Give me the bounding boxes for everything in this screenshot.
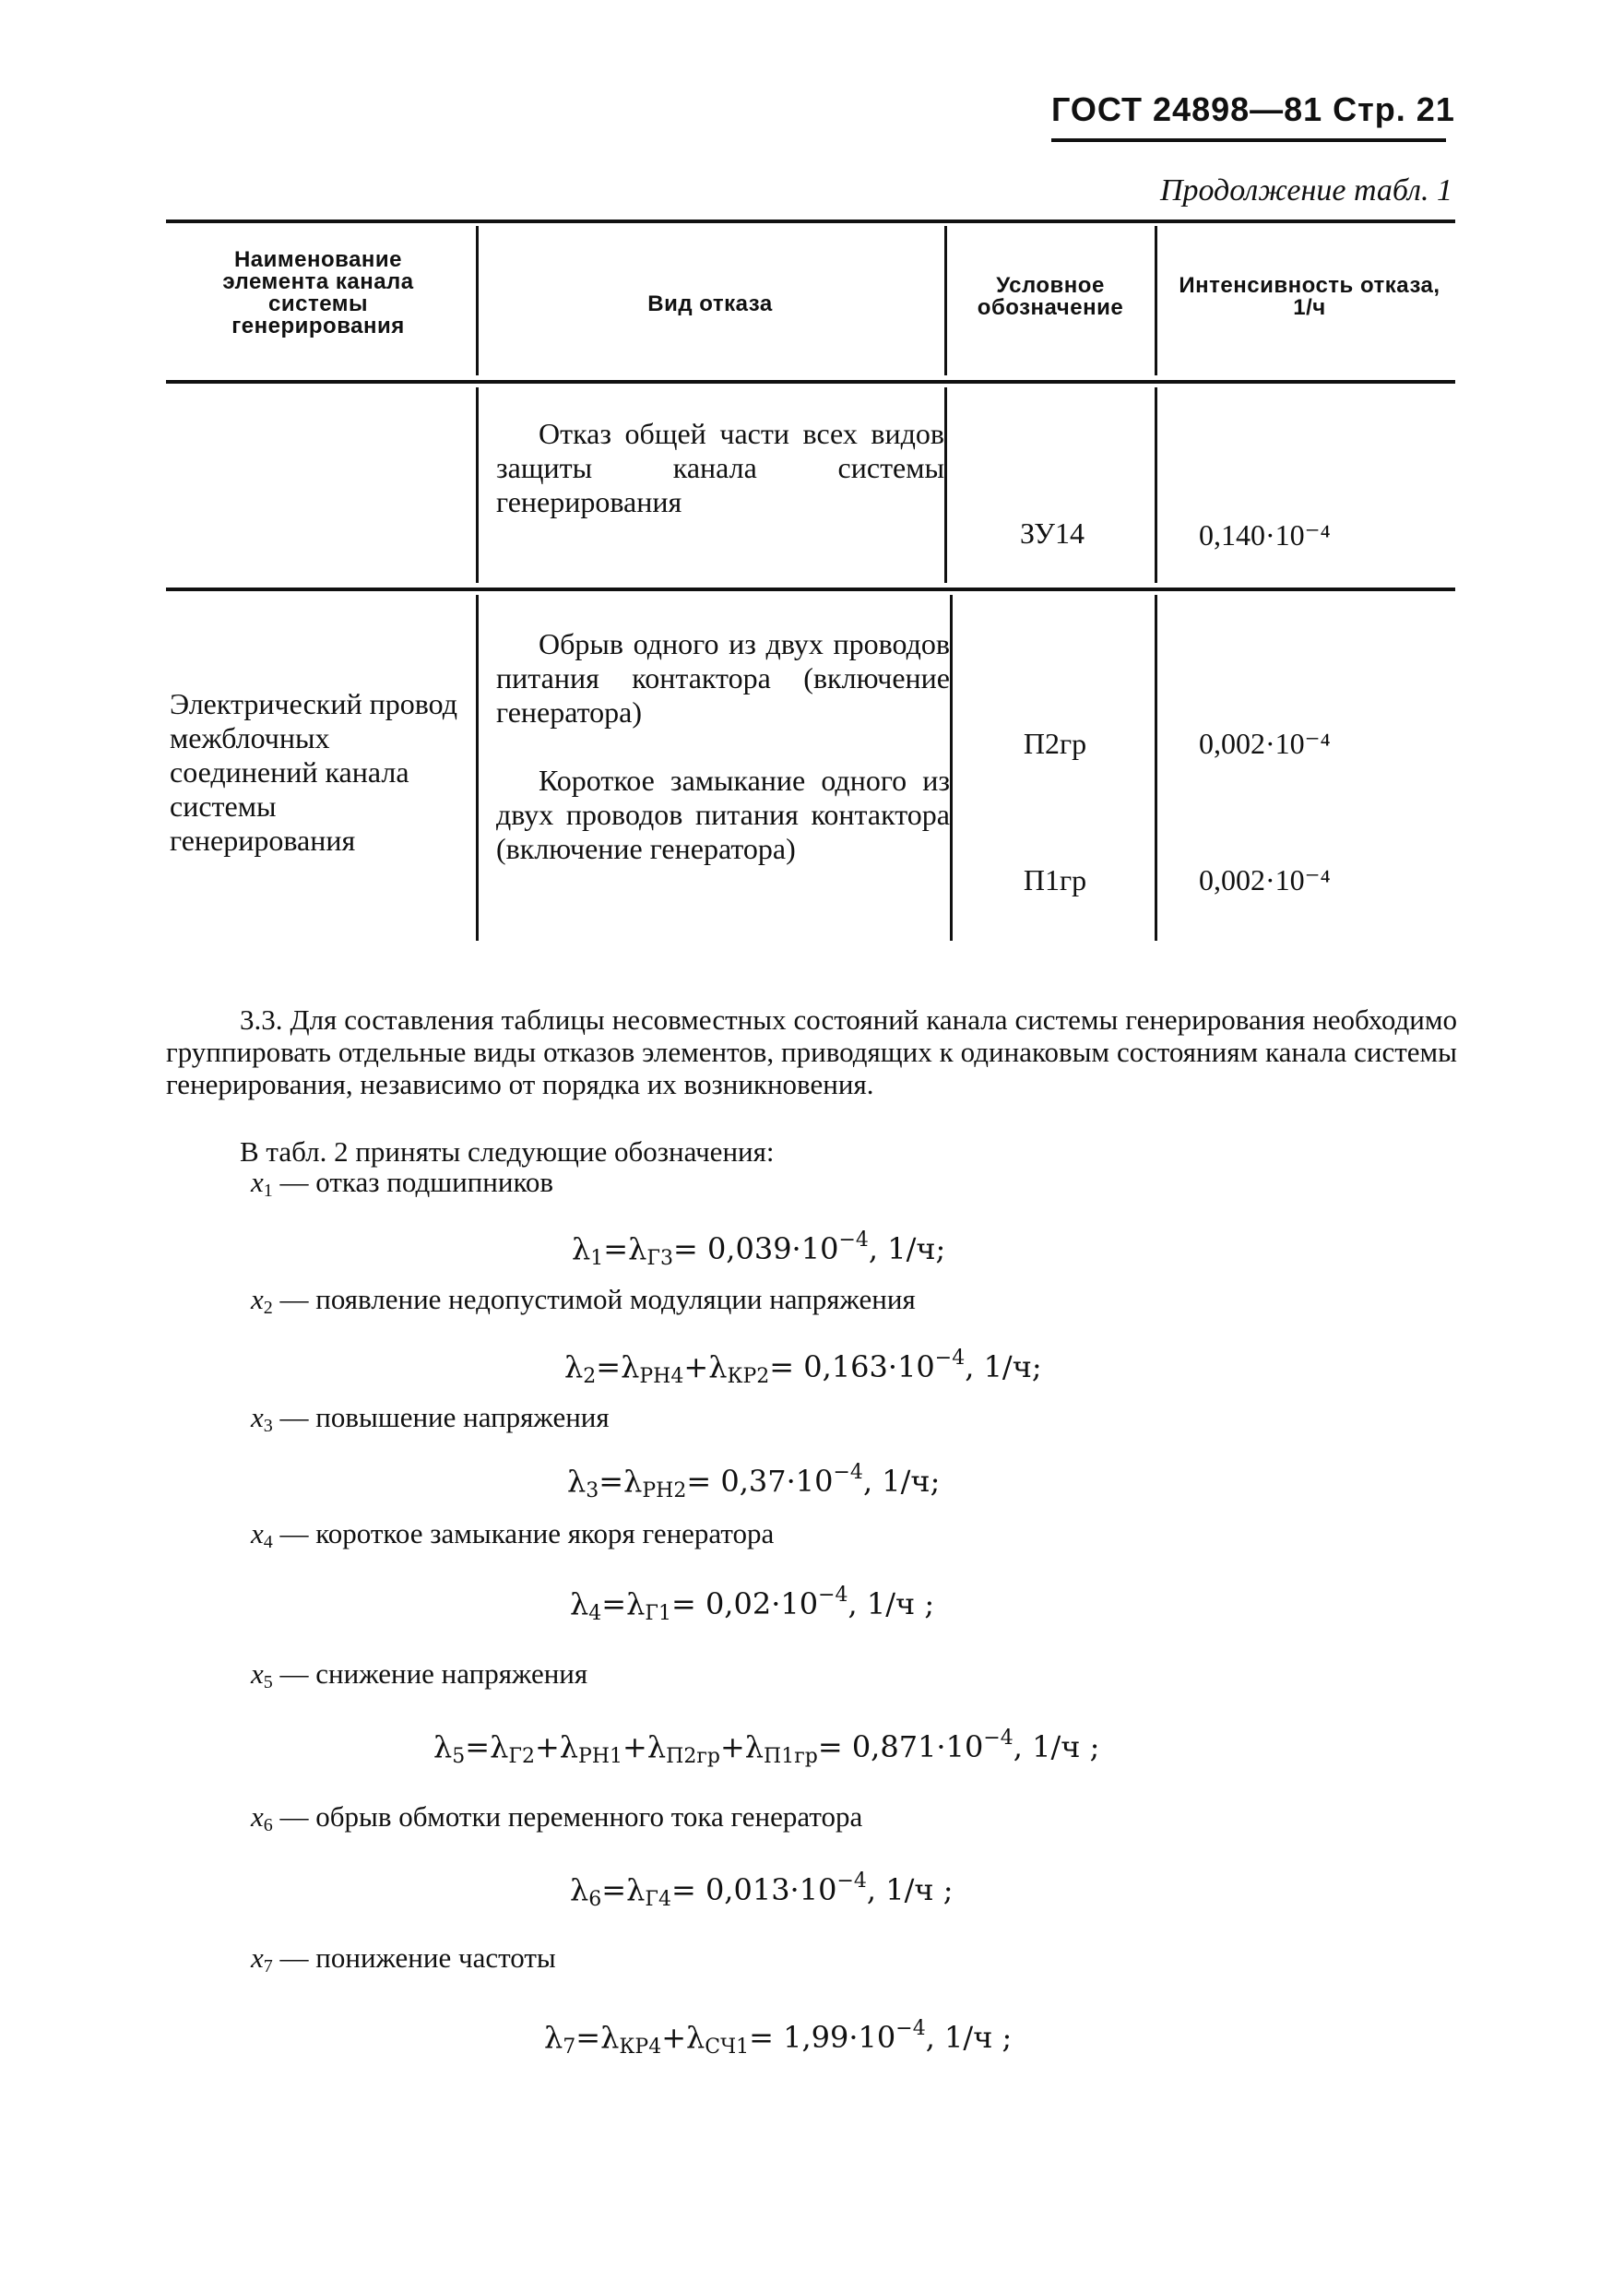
definition-text: — понижение частоты: [272, 1941, 556, 1974]
column-header: Вид отказа: [647, 291, 773, 316]
definition-item: [251, 1941, 556, 1983]
table-cell-code: П2гр: [1023, 727, 1087, 760]
col-divider: [1155, 226, 1157, 375]
variable-symbol: $x_2$: [251, 1283, 273, 1318]
table-cell-rate: 0,002·10⁻⁴: [1199, 863, 1331, 896]
intro-line: В табл. 2 приняты следующие обозначения:: [240, 1135, 775, 1168]
header-rule: [1051, 138, 1446, 142]
col-divider: [944, 226, 947, 375]
formula: $\lambda_3=\lambda_{РН2}= 0,37\cdot 10^{-4}$, 1/ч;: [567, 1461, 941, 1502]
col-divider: [1155, 387, 1157, 583]
col-divider: [476, 226, 479, 375]
col-divider: [1155, 595, 1157, 941]
table-row-rule: [166, 588, 1455, 591]
table-top-rule: [166, 220, 1455, 223]
variable-symbol: $x_3$: [251, 1401, 273, 1436]
variable-symbol: $x_1$: [251, 1166, 273, 1201]
page-header: ГОСТ 24898—81 Стр. 21: [1051, 90, 1455, 128]
table-cell-failure: Отказ общей части всех видов защиты канала системы генерирования: [496, 417, 944, 518]
formula: $\lambda_4=\lambda_{Г1}= 0,02\cdot 10^{-4}$, 1/ч ;: [570, 1584, 935, 1625]
col-divider: [476, 387, 479, 583]
table-cell-failure: Обрыв одного из двух проводов питания контактора (включение генератора): [496, 627, 950, 729]
table-cell-element: Электрический провод межблочных соединений канала системы генерирования: [170, 687, 457, 857]
table-cell-rate: 0,002·10⁻⁴: [1199, 727, 1331, 760]
col-divider: [476, 595, 479, 941]
formula: $\lambda_6=\lambda_{Г4}= 0,013\cdot 10^{-4}$, 1/ч ;: [570, 1870, 954, 1911]
variable-symbol: $x_7$: [251, 1941, 273, 1976]
column-header: Интенсивность отказа, 1/ч: [1179, 273, 1440, 320]
table-cell-code: П1гр: [1023, 863, 1087, 896]
variable-symbol: $x_6$: [251, 1800, 273, 1835]
definition-item: [251, 1401, 610, 1442]
table-header-rule: [166, 380, 1455, 384]
formula: $\lambda_7=\lambda_{КР4}+\lambda_{СЧ1}= 1,99\cdot 10^{-4}$, 1/ч ;: [544, 2017, 1013, 2059]
definition-item: [251, 1657, 587, 1699]
col-divider: [944, 387, 947, 583]
formula: $\lambda_1=\lambda_{Г3}= 0,039\cdot 10^{-4}$, 1/ч;: [572, 1229, 946, 1270]
column-header: Наименование элемента канала системы генерирования: [222, 247, 414, 338]
definition-text: — отказ подшипников: [272, 1166, 554, 1198]
definition-text: — появление недопустимой модуляции напряжения: [272, 1283, 916, 1315]
formula: $\lambda_5=\lambda_{Г2}+\lambda_{РН1}+\lambda_{П2гр}+\lambda_{П1гр}= 0,871\cdot 10^{-4}$, 1/ч ;: [433, 1727, 1100, 1768]
definition-text: — короткое замыкание якоря генератора: [272, 1517, 775, 1549]
table-caption: Продолжение табл. 1: [1159, 173, 1452, 208]
column-header: Условное обозначение: [977, 273, 1124, 320]
table-cell-code: ЗУ14: [1020, 516, 1085, 550]
table-cell-rate: 0,140·10⁻⁴: [1199, 518, 1331, 552]
definition-item: [251, 1166, 553, 1207]
variable-symbol: $x_4$: [251, 1517, 273, 1552]
definition-item: [251, 1800, 862, 1842]
variable-symbol: $x_5$: [251, 1657, 273, 1692]
definition-item: [251, 1517, 774, 1559]
formula: $\lambda_2=\lambda_{РН4}+\lambda_{КР2}= 0,163\cdot 10^{-4}$, 1/ч;: [564, 1347, 1042, 1388]
definition-text: — снижение напряжения: [272, 1657, 588, 1690]
paragraph-3-3: 3.3. Для составления таблицы несовместных состояний канала системы генерирования необходимо группировать отдельные виды отказов элементов, приводящих к одинаковым состояниям канала системы генерирования, независимо от порядка их возникновения.: [166, 1003, 1457, 1100]
definition-text: — обрыв обмотки переменного тока генератора: [272, 1800, 863, 1833]
table-cell-failure: Короткое замыкание одного из двух проводов питания контактора (включение генератора): [496, 764, 950, 865]
definition-text: — повышение напряжения: [272, 1401, 610, 1433]
col-divider: [950, 595, 953, 941]
definition-item: [251, 1283, 916, 1324]
